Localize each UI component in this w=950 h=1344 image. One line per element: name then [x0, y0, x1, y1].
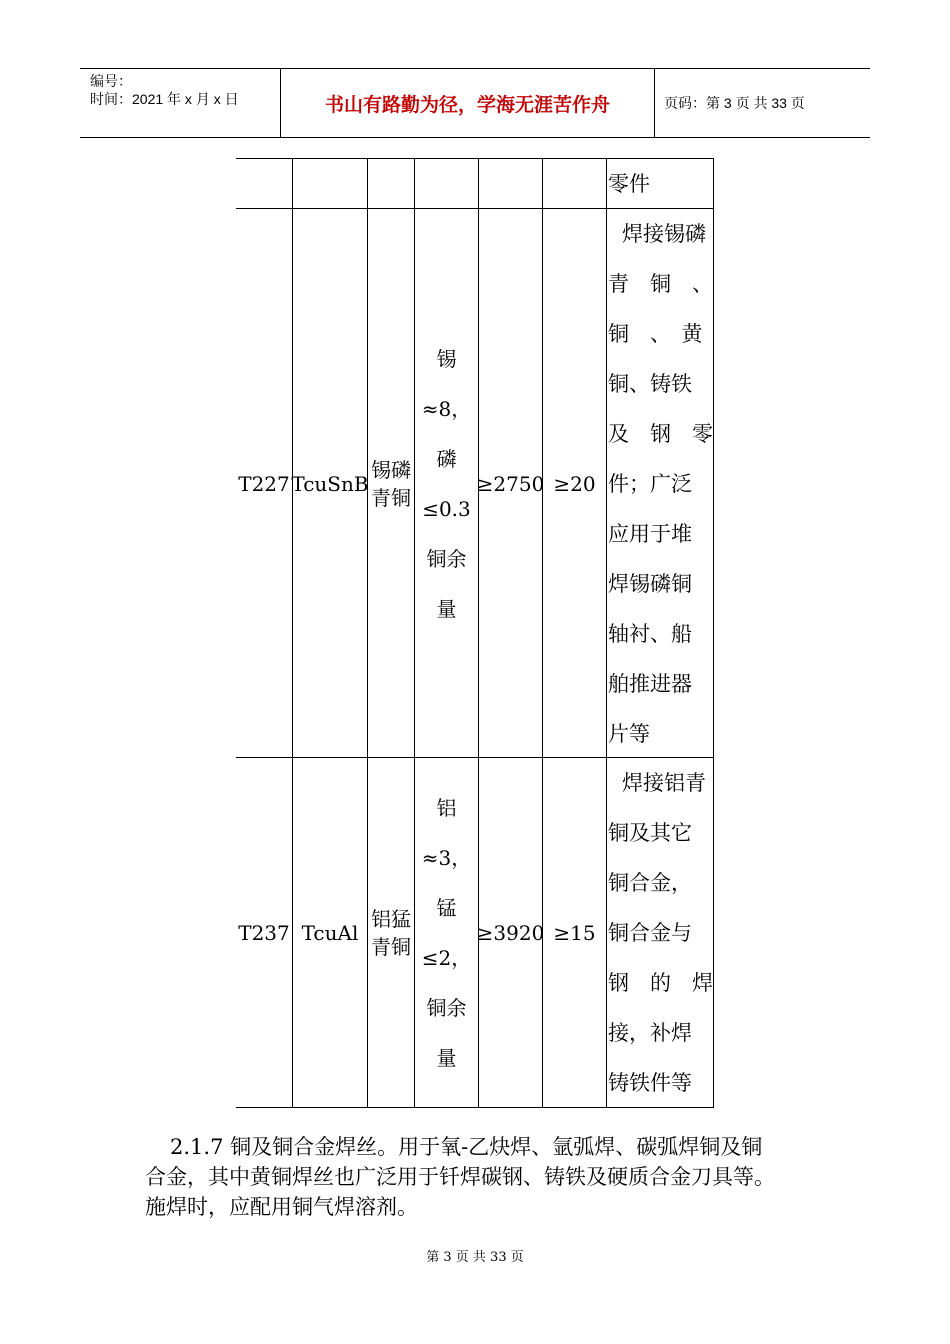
page-footer: 第 3 页 共 33 页: [426, 1250, 524, 1265]
page-header: [80, 68, 870, 138]
code-label: 编号：: [90, 73, 132, 89]
header-page-info: 页码：第 3 页 共 33 页: [664, 95, 805, 111]
model-cell: TcuSnB: [292, 209, 367, 758]
description-cell: 焊接铝青 铜及其它 铜合金， 铜合金与 钢 的 焊 接，补焊 铸铁件等: [606, 758, 714, 1107]
name-cell: 铝猛 青铜: [367, 758, 414, 1107]
description-cell: 焊接锡磷 青 铜 、 铜 、 黄 铜、铸铁 及 钢 零 件；广泛 应用于堆 焊锡磷铜 轴衬、船 舶推进器 片等: [606, 209, 714, 758]
grade-cell: T237: [238, 920, 290, 945]
table-row: [236, 208, 714, 758]
grade-cell: T227: [238, 471, 290, 496]
name-cell: 锡磷 青铜: [367, 209, 414, 758]
header-motto: 书山有路勤为径，学海无涯苦作舟: [281, 69, 655, 137]
header-meta: [80, 69, 281, 137]
time-label: 时间：2021 年 x 月 x 日: [90, 91, 239, 107]
model-cell: TcuAl: [292, 758, 367, 1107]
strength-cell: ≥3920: [478, 758, 542, 1107]
table-row: [236, 757, 714, 1108]
table-row-continued: [236, 158, 714, 209]
elongation-cell: ≥15: [542, 758, 606, 1107]
body-paragraph: 2.1.7 铜及铜合金焊丝。用于氧-乙炔焊、氩弧焊、碳弧焊铜及铜 合金，其中黄铜焊丝也广泛用于钎焊碳钢、铸铁及硬质合金刀具等。 施焊时，应配用铜气焊溶剂。: [145, 1135, 775, 1219]
strength-cell: ≥2750: [478, 209, 542, 758]
elongation-cell: ≥20: [542, 209, 606, 758]
continued-desc: 零件: [608, 172, 650, 196]
composition-cell: 铝 ≈3， 锰 ≤2， 铜余 量: [414, 758, 478, 1107]
composition-cell: 锡 ≈8， 磷 ≤0.3 铜余 量: [414, 209, 478, 758]
